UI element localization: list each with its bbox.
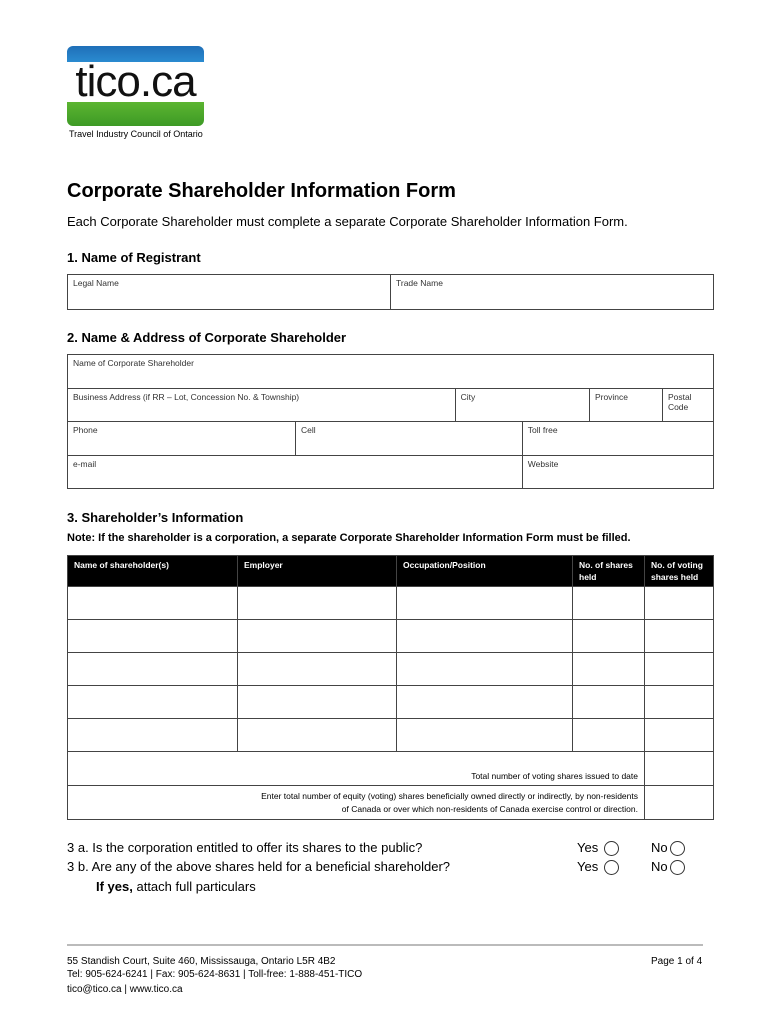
- footer-divider: [67, 944, 703, 946]
- q3b-yes-radio[interactable]: [604, 860, 619, 875]
- question-3a: 3 a. Is the corporation entitled to offer its shares to the public?: [67, 840, 423, 855]
- province-field[interactable]: [589, 389, 662, 422]
- table-row: [68, 686, 714, 719]
- trade-name-field[interactable]: [391, 275, 714, 310]
- voting-shares-cell[interactable]: [645, 620, 714, 653]
- col-voting-shares-held: No. of voting shares held: [645, 556, 714, 587]
- logo-wordmark: tico.ca: [75, 57, 196, 106]
- corporate-address-table: [67, 354, 714, 489]
- tico-logo: [67, 46, 204, 126]
- section-3-note: Note: If the shareholder is a corporation, a separate Corporate Shareholder Information Form must be filled.: [67, 532, 631, 544]
- shares-cell[interactable]: [573, 686, 645, 719]
- website-field[interactable]: [522, 456, 713, 489]
- employer-cell[interactable]: [238, 719, 397, 752]
- shareholder-name-cell[interactable]: [68, 620, 238, 653]
- if-yes-bold: If yes,: [96, 879, 133, 894]
- shares-cell[interactable]: [573, 719, 645, 752]
- occupation-cell[interactable]: [397, 719, 573, 752]
- cell-label: Cell: [301, 425, 316, 435]
- occupation-cell[interactable]: [397, 620, 573, 653]
- business-address-field[interactable]: [68, 389, 456, 422]
- shareholder-name-cell[interactable]: [68, 587, 238, 620]
- q3a-yes-label: Yes: [577, 840, 599, 855]
- footer-web: tico@tico.ca | www.tico.ca: [67, 984, 183, 995]
- shares-cell[interactable]: [573, 587, 645, 620]
- corporate-name-label: Name of Corporate Shareholder: [73, 358, 194, 368]
- q3a-no-label: No: [651, 840, 668, 855]
- employer-cell[interactable]: [238, 620, 397, 653]
- shares-cell[interactable]: [573, 620, 645, 653]
- occupation-cell[interactable]: [397, 653, 573, 686]
- voting-shares-cell[interactable]: [645, 653, 714, 686]
- shareholder-name-cell[interactable]: [68, 653, 238, 686]
- email-label: e-mail: [73, 459, 97, 469]
- employer-cell[interactable]: [238, 587, 397, 620]
- table-row: [68, 719, 714, 752]
- legal-name-field[interactable]: [68, 275, 391, 310]
- logo-subtitle: Travel Industry Council of Ontario: [69, 129, 203, 139]
- employer-cell[interactable]: [238, 653, 397, 686]
- table-row: [68, 587, 714, 620]
- city-label: City: [460, 392, 476, 402]
- q3a-no-option[interactable]: [651, 840, 685, 856]
- q3b-yes-option[interactable]: [577, 859, 619, 875]
- shareholder-name-cell[interactable]: [68, 719, 238, 752]
- col-employer: Employer: [238, 556, 397, 587]
- col-occupation: Occupation/Position: [397, 556, 573, 587]
- page-number: Page 1 of 4: [651, 956, 703, 967]
- q3a-yes-radio[interactable]: [604, 841, 619, 856]
- legal-name-label: Legal Name: [73, 278, 119, 288]
- footer-address: 55 Standish Court, Suite 460, Mississauga, Ontario L5R 4B2: [67, 956, 336, 967]
- section-1-heading: 1. Name of Registrant: [67, 250, 201, 265]
- q3b-yes-label: Yes: [577, 859, 599, 874]
- total-voting-shares-field[interactable]: [645, 752, 714, 786]
- tollfree-field[interactable]: [522, 422, 713, 456]
- if-yes-instruction: [96, 879, 256, 894]
- corporate-name-field[interactable]: [68, 355, 714, 389]
- col-shareholder-name: Name of shareholder(s): [68, 556, 238, 587]
- voting-shares-cell[interactable]: [645, 719, 714, 752]
- total-voting-shares-label: Total number of voting shares issued to date: [68, 752, 645, 786]
- province-label: Province: [594, 392, 629, 402]
- equity-label-line-2: of Canada or over which non-residents of Canada exercise control or direction.: [341, 804, 638, 814]
- footer-contact: Tel: 905-624-6241 | Fax: 905-624-8631 | Toll-free: 1-888-451-TICO: [67, 969, 363, 980]
- voting-shares-cell[interactable]: [645, 587, 714, 620]
- shareholder-name-cell[interactable]: [68, 686, 238, 719]
- postal-code-label: Postal Code: [667, 392, 692, 412]
- tollfree-label: Toll free: [527, 425, 558, 435]
- employer-cell[interactable]: [238, 686, 397, 719]
- occupation-cell[interactable]: [397, 686, 573, 719]
- q3b-no-radio[interactable]: [670, 860, 685, 875]
- postal-code-field[interactable]: [662, 389, 713, 422]
- equity-shares-field[interactable]: [645, 786, 714, 820]
- cell-field[interactable]: [296, 422, 523, 456]
- phone-label: Phone: [73, 425, 98, 435]
- q3a-no-radio[interactable]: [670, 841, 685, 856]
- intro-text: Each Corporate Shareholder must complete a separate Corporate Shareholder Information Form.: [67, 214, 628, 229]
- shares-cell[interactable]: [573, 653, 645, 686]
- registrant-table: [67, 274, 714, 310]
- voting-shares-cell[interactable]: [645, 686, 714, 719]
- table-row: [68, 620, 714, 653]
- business-address-label: Business Address (if RR – Lot, Concession No. & Township): [73, 392, 300, 402]
- trade-name-label: Trade Name: [396, 278, 443, 288]
- question-3b: 3 b. Are any of the above shares held for a beneficial shareholder?: [67, 859, 451, 874]
- section-3-heading: 3. Shareholder’s Information: [67, 510, 244, 525]
- page-title: Corporate Shareholder Information Form: [67, 180, 456, 202]
- table-row: [68, 653, 714, 686]
- phone-field[interactable]: [68, 422, 296, 456]
- if-yes-rest: attach full particulars: [132, 879, 256, 894]
- occupation-cell[interactable]: [397, 587, 573, 620]
- q3a-yes-option[interactable]: [577, 840, 619, 856]
- q3b-no-label: No: [651, 859, 668, 874]
- city-field[interactable]: [455, 389, 589, 422]
- section-2-heading: 2. Name & Address of Corporate Shareholder: [67, 330, 347, 345]
- shareholder-table: [67, 555, 714, 820]
- equity-shares-label: [68, 786, 645, 820]
- col-shares-held: No. of shares held: [573, 556, 645, 587]
- email-field[interactable]: [68, 456, 523, 489]
- equity-label-line-1: Enter total number of equity (voting) shares beneficially owned directly or indirectly, by non-residents: [261, 791, 638, 801]
- q3b-no-option[interactable]: [651, 859, 685, 875]
- website-label: Website: [527, 459, 559, 469]
